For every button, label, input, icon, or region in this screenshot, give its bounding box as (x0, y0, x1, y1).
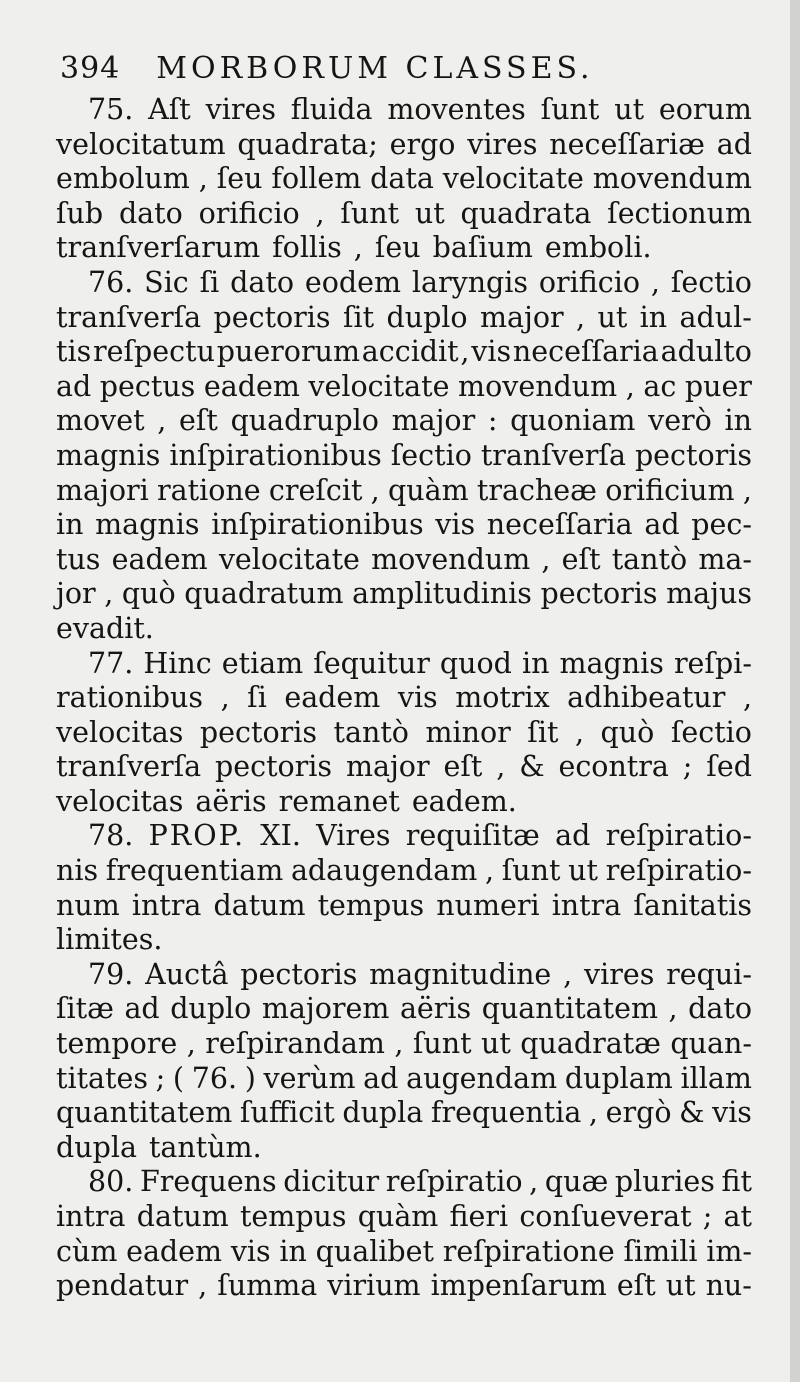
text-word: movet (56, 404, 145, 438)
text-word: 78. (88, 819, 134, 853)
text-word: ſunt (540, 93, 600, 126)
text-word: ſectio (670, 715, 752, 749)
text-word: verò (648, 404, 712, 438)
text-word: , (460, 335, 470, 369)
page-edge (790, 0, 800, 1382)
text-word: at (723, 1200, 752, 1233)
text-word: neceſſariæ (549, 127, 705, 161)
text-line (56, 197, 752, 232)
text-word: , (220, 681, 230, 715)
text-word: dupla (56, 1130, 137, 1164)
text-word: XI. (260, 819, 301, 853)
text-word: tus (56, 542, 101, 576)
text-word: ratione (157, 473, 261, 507)
text-word: eadem (284, 681, 381, 715)
text-word: reſpiratio- (605, 819, 752, 853)
text-word: rationibus (56, 681, 204, 715)
text-word: frequentiam (105, 854, 284, 888)
text-word: duplo (386, 300, 468, 334)
text-word: major (479, 300, 564, 334)
text-line (56, 958, 752, 993)
text-word: ſitæ (56, 992, 114, 1026)
text-word: reſpi- (673, 646, 752, 680)
text-line (56, 439, 752, 474)
text-word: , (541, 542, 551, 576)
text-line (56, 543, 752, 578)
text-word: tempore (56, 1027, 178, 1061)
text-word: reſpiratio- (605, 854, 752, 888)
text-word: magnis (559, 646, 664, 680)
text-word: pectoris (215, 750, 333, 784)
text-word: ſi (247, 681, 267, 715)
text-word: ) (244, 1061, 256, 1095)
text-word: reſpectu (93, 335, 215, 369)
text-word: neceſſaria (486, 508, 633, 542)
text-word: , (742, 681, 752, 715)
text-word: & (519, 750, 545, 784)
text-word: Vires (316, 819, 391, 853)
text-word: tis (56, 335, 92, 369)
text-word: , (742, 473, 752, 507)
text-word: , (394, 1027, 404, 1061)
text-word: movendum (592, 162, 752, 196)
text-word: 76. (191, 1061, 238, 1095)
text-word: ut (614, 93, 645, 126)
text-word: requiſitæ (405, 819, 540, 853)
text-word: eſt (561, 542, 601, 576)
text-line (56, 1165, 752, 1200)
text-word: ac (643, 369, 677, 403)
text-word: ad (555, 819, 591, 853)
text-word: conſueverat (519, 1200, 692, 1233)
text-word: ſectio (670, 265, 752, 299)
text-word: pectoris (240, 957, 358, 991)
text-line (56, 785, 752, 820)
text-word: 79. (88, 957, 134, 991)
text-word: , (370, 473, 380, 507)
text-word: , (157, 404, 167, 438)
text-word: adul- (679, 300, 752, 334)
text-word: follis (272, 231, 342, 265)
text-word: vis (471, 335, 512, 369)
text-word: ſanitatis (633, 888, 752, 922)
running-title: MORBORUM CLASSES. (156, 51, 594, 86)
text-word: velocitas (56, 715, 184, 749)
text-word: tantò (611, 542, 688, 576)
text-word: etiam (221, 646, 304, 680)
text-word: ut (665, 1269, 696, 1303)
text-word: motrix (455, 681, 550, 715)
text-word: ſit (527, 715, 559, 749)
text-word: 80. (88, 1165, 134, 1199)
text-line (56, 854, 752, 889)
text-word: eſt (443, 750, 483, 784)
text-word: ergò (605, 1096, 672, 1130)
text-word: evadit. (56, 611, 154, 645)
text-word: majori (56, 473, 149, 507)
text-word: accidit (361, 335, 459, 369)
text-word: requi- (666, 957, 752, 991)
text-word: follem (271, 162, 362, 196)
text-word: , (484, 854, 494, 888)
text-word: , (186, 1027, 196, 1061)
text-word: , (625, 369, 635, 403)
text-line (56, 1131, 752, 1166)
text-word: in (56, 508, 84, 542)
text-word: velocitatum (56, 127, 226, 161)
text-word: ſeu (374, 231, 421, 265)
text-word: quoniam (510, 404, 636, 438)
text-word: ſimili (623, 1234, 698, 1268)
text-word: creſcit (268, 473, 363, 507)
text-line (56, 716, 752, 751)
text-line (56, 508, 752, 543)
text-word: intra (131, 888, 202, 922)
text-word: 77. (88, 646, 134, 680)
text-word: , (650, 265, 660, 299)
text-word: pectoris (540, 577, 658, 611)
text-word: im- (706, 1234, 752, 1268)
text-word: adulto (660, 335, 752, 369)
text-word: , (576, 300, 586, 334)
text-word: magnitudine (369, 957, 552, 991)
text-word: quadrata; (237, 127, 378, 161)
text-word: quò (600, 715, 655, 749)
text-word: cùm (56, 1234, 118, 1268)
text-word: minor (425, 715, 511, 749)
text-word: vis (435, 508, 476, 542)
text-word: reſpiratione (442, 1234, 615, 1268)
text-word: 76. (88, 265, 134, 299)
text-word: ad (363, 1061, 399, 1095)
text-word: ergo (389, 127, 456, 161)
text-word: quæ (544, 1165, 609, 1199)
text-word: quadruplo (230, 404, 379, 438)
text-word: Aſt (148, 93, 191, 126)
text-word: tranſverſa (480, 438, 626, 472)
text-line (56, 992, 752, 1027)
text-word: , (104, 577, 114, 611)
text-word: dato (688, 992, 752, 1026)
text-word: nu- (705, 1269, 752, 1303)
text-line (56, 1235, 752, 1270)
text-word: pectus (99, 369, 196, 403)
text-word: aëris (195, 784, 267, 818)
text-word: ut (597, 300, 628, 334)
text-line (56, 1200, 752, 1235)
text-word: , (198, 1269, 208, 1303)
text-word: intra (56, 1200, 126, 1233)
text-line (56, 335, 752, 370)
text-word: major (345, 750, 430, 784)
text-word: orificio (198, 196, 300, 230)
text-word: velocitate (308, 369, 450, 403)
text-word: , (574, 715, 584, 749)
text-word: remanet (278, 784, 400, 818)
text-line (56, 266, 752, 301)
text-word: augendam (406, 1061, 558, 1095)
text-word: ſequitur (313, 646, 430, 680)
text-word: vis (230, 1234, 271, 1268)
text-word: movendum (458, 369, 618, 403)
text-word: puer (684, 369, 752, 403)
text-line (56, 370, 752, 405)
text-word: ſunt (412, 1027, 472, 1061)
text-word: velocitate (218, 542, 360, 576)
text-word: eadem. (411, 784, 517, 818)
text-word: orificio (538, 265, 641, 299)
text-line (56, 404, 752, 439)
text-word: tempus (317, 888, 425, 922)
text-word: baſium (432, 231, 533, 265)
text-word: eadem (203, 369, 300, 403)
text-word: tranſverſarum (56, 231, 261, 265)
text-word: verùm (263, 1061, 356, 1095)
page-text (56, 45, 752, 1304)
text-word: ſectionum (607, 196, 752, 230)
text-word: neceſſaria (512, 335, 659, 369)
text-word: pec- (691, 508, 752, 542)
text-word: magnis (56, 438, 161, 472)
text-word: fieri (449, 1200, 509, 1233)
text-word: ſufficit (239, 1096, 335, 1130)
text-word: velocitate (442, 162, 584, 196)
text-word: ; (682, 750, 693, 784)
text-word: in (521, 646, 550, 680)
text-word: quantitatem (56, 1096, 233, 1130)
text-word: ad (124, 992, 160, 1026)
text-word: , (529, 1165, 539, 1199)
text-word: in (639, 300, 668, 334)
text-word: frequentia (430, 1096, 582, 1130)
text-line (56, 612, 752, 647)
text-word: , (588, 1096, 598, 1130)
text-word: tantò (333, 715, 409, 749)
text-word: , (668, 992, 678, 1026)
text-word: jor (56, 577, 96, 611)
text-line (56, 647, 752, 682)
text-word: ſumma (217, 1269, 318, 1303)
text-word: eadem (111, 542, 208, 576)
text-word: eadem (126, 1234, 223, 1268)
text-word: pluries (614, 1165, 715, 1199)
text-word: ; (155, 1061, 166, 1095)
text-word: major (391, 404, 476, 438)
text-word: tracheæ (476, 473, 597, 507)
text-word: vis (712, 1096, 752, 1130)
text-word: quò (121, 577, 176, 611)
text-word: pendatur (56, 1269, 189, 1303)
text-word: , (353, 231, 363, 265)
text-word: : (487, 404, 498, 438)
text-word: fluida (290, 93, 373, 126)
text-word: ut (414, 196, 445, 230)
text-word: ma- (698, 542, 752, 576)
text-line (56, 231, 752, 266)
text-word: adhibeatur (567, 681, 726, 715)
text-word: fit (721, 1165, 752, 1199)
text-word: ſectio (390, 438, 472, 472)
text-word: ; (702, 1200, 713, 1233)
text-word: tempus (239, 1200, 347, 1233)
text-line (56, 889, 752, 924)
text-word: quadrata (460, 196, 592, 230)
text-word: quod (439, 646, 512, 680)
text-line (56, 93, 752, 128)
text-word: quadratæ (520, 1027, 661, 1061)
text-word: ſit (342, 300, 375, 334)
text-word: illam (680, 1061, 752, 1095)
text-word: eorum (658, 93, 752, 126)
text-word: magnis (95, 508, 200, 542)
text-word: , (315, 196, 325, 230)
text-word: movendum (371, 542, 531, 576)
text-lines (56, 93, 752, 1304)
text-line (56, 923, 752, 958)
text-word: Sic (144, 265, 189, 299)
text-word: tantùm. (148, 1130, 262, 1164)
text-word: quan- (670, 1027, 752, 1061)
text-word: Frequens (139, 1165, 277, 1199)
text-line (56, 1096, 752, 1131)
text-line (56, 577, 752, 612)
text-line (56, 681, 752, 716)
text-word: nis (56, 854, 99, 888)
running-head (56, 45, 752, 93)
text-word: reſpirandam (205, 1027, 385, 1061)
text-word: eodem (304, 265, 402, 299)
text-word: in (724, 404, 752, 438)
text-word: pectoris (634, 438, 752, 472)
text-word: duplam (564, 1061, 673, 1095)
text-line (56, 128, 752, 163)
text-word: & (679, 1096, 705, 1130)
text-word: , (496, 750, 506, 784)
text-word: numeri (436, 888, 540, 922)
text-word: eſt (179, 404, 218, 438)
text-word: vires (467, 127, 538, 161)
text-word: duplo (170, 992, 252, 1026)
text-word: , (198, 162, 208, 196)
text-word: PROP. (148, 819, 246, 853)
text-word: Hinc (143, 646, 212, 680)
text-word: quàm (388, 473, 469, 507)
text-word: ſub (56, 196, 104, 230)
text-word: tranſverſa (56, 300, 202, 334)
text-word: datum (213, 888, 306, 922)
text-line (56, 819, 752, 854)
text-word: virium (327, 1269, 421, 1303)
text-line (56, 1062, 752, 1097)
text-word: reſpiratio (385, 1165, 523, 1199)
text-word: orificium (605, 473, 735, 507)
text-word: qualibet (315, 1234, 434, 1268)
text-word: puerorum (216, 335, 360, 369)
page-number: 394 (60, 51, 121, 86)
text-word: econtra (558, 750, 669, 784)
text-line (56, 1269, 752, 1304)
text-word: pectoris (213, 300, 331, 334)
text-word: ſunt (340, 196, 400, 230)
text-word: inſpirationibus (211, 508, 424, 542)
text-word: quàm (357, 1200, 439, 1233)
text-word: limites. (56, 923, 163, 957)
text-word: moventes (387, 93, 526, 126)
text-line (56, 474, 752, 509)
text-word: data (370, 162, 434, 196)
text-word: majus (666, 577, 752, 611)
text-word: in (279, 1234, 307, 1268)
text-word: ad (644, 508, 680, 542)
text-word: dicitur (283, 1165, 380, 1199)
text-word: tranſverſa (56, 750, 202, 784)
text-word: quadratum (184, 577, 344, 611)
text-word: ſeu (216, 162, 263, 196)
text-word: vis (397, 681, 438, 715)
text-word: ſed (706, 750, 752, 784)
text-word: intra (551, 888, 622, 922)
text-word: vires (205, 93, 276, 126)
text-word: num (56, 888, 120, 922)
text-word: dupla (342, 1096, 424, 1130)
text-word: vires (583, 957, 655, 991)
text-word: emboli. (544, 231, 652, 265)
text-line (56, 750, 752, 785)
text-word: titates (56, 1061, 148, 1095)
text-line (56, 301, 752, 336)
text-word: ſi (199, 265, 220, 299)
text-word: ut (568, 854, 598, 888)
text-word: impenſarum (430, 1269, 607, 1303)
text-word: amplitudinis (352, 577, 532, 611)
text-word: inſpirationibus (169, 438, 382, 472)
text-word: datum (136, 1200, 229, 1233)
text-word: ut (481, 1027, 511, 1061)
text-word: , (563, 957, 573, 991)
text-word: velocitas (56, 784, 184, 818)
text-word: dato (230, 265, 294, 299)
text-word: pectoris (199, 715, 317, 749)
text-line (56, 162, 752, 197)
text-line (56, 1027, 752, 1062)
text-word: laryngis (411, 265, 529, 299)
text-word: adaugendam (290, 854, 478, 888)
text-word: eſt (616, 1269, 656, 1303)
text-word: 75. (88, 93, 134, 126)
text-word: quantitatem (481, 992, 659, 1026)
text-word: ſunt (501, 854, 561, 888)
text-word: embolum (56, 162, 190, 196)
text-word: ad (56, 369, 92, 403)
text-word: aëris (399, 992, 472, 1026)
text-word: majorem (261, 992, 390, 1026)
text-word: ad (716, 127, 752, 161)
text-word: dato (118, 196, 183, 230)
text-word: Auctâ (145, 957, 229, 991)
text-word: ( (172, 1061, 185, 1095)
